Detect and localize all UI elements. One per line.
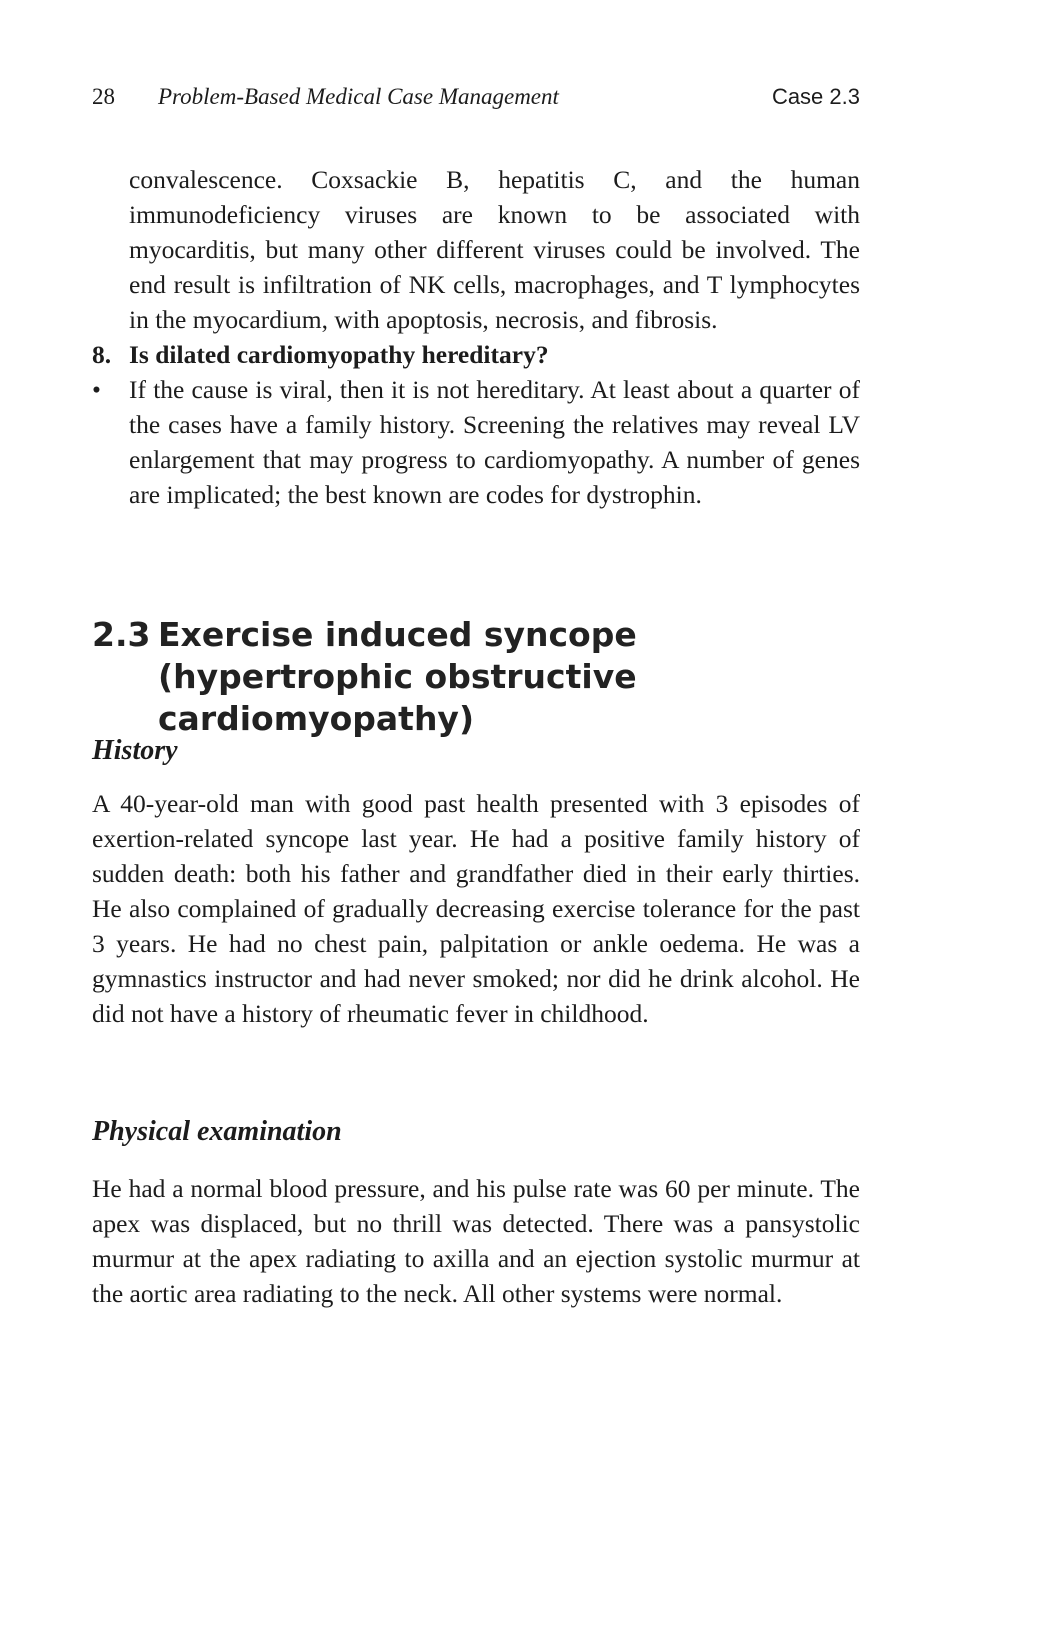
answer-text: If the cause is viral, then it is not hereditary. At least about a quarter of the cases have a family history. Screening the relatives may reveal LV enlargement that may progress to cardiomyopathy. A number of genes are implicated; the best known are codes for dystrophin. (129, 375, 860, 509)
question-number: 8. (92, 340, 112, 369)
physical-examination-heading: Physical examination (92, 1116, 342, 1147)
bullet-icon: • (92, 375, 101, 404)
section-title: Exercise induced syncope (hypertrophic obstructive cardiomyopathy) (158, 615, 637, 738)
book-title: Problem-Based Medical Case Management (158, 84, 559, 109)
physical-examination-paragraph: He had a normal blood pressure, and his pulse rate was 60 per minute. The apex was displaced, but no thrill was detected. There was a pansystolic murmur at the apex radiating to axilla and an ejection systolic murmur at the aortic area radiating to the neck. All other systems were normal. (92, 1174, 860, 1308)
running-header (92, 84, 860, 118)
continuation-paragraph: convalescence. Coxsackie B, hepatitis C, and the human immunodeficiency viruses are known to be associated with myocarditis, but many other different viruses could be involved. The end result is infiltration of NK cells, macrophages, and T lymphocytes in the myocardium, with apoptosis, necrosis, and fibrosis. (129, 165, 860, 334)
history-paragraph: A 40-year-old man with good past health presented with 3 episodes of exertion-related syncope last year. He had a positive family history of sudden death: both his father and grandfather died in their early thirties. He also complained of gradually decreasing exercise tolerance for the past 3 years. He had no chest pain, palpitation or ankle oedema. He was a gymnastics instructor and had never smoked; nor did he drink alcohol. He did not have a history of rheumatic fever in childhood. (92, 789, 860, 1028)
question-text: Is dilated cardiomyopathy hereditary? (129, 340, 549, 369)
page-number: 28 (92, 84, 115, 109)
history-heading: History (92, 735, 178, 766)
section-number: 2.3 (92, 615, 151, 654)
case-label: Case 2.3 (771, 84, 860, 109)
